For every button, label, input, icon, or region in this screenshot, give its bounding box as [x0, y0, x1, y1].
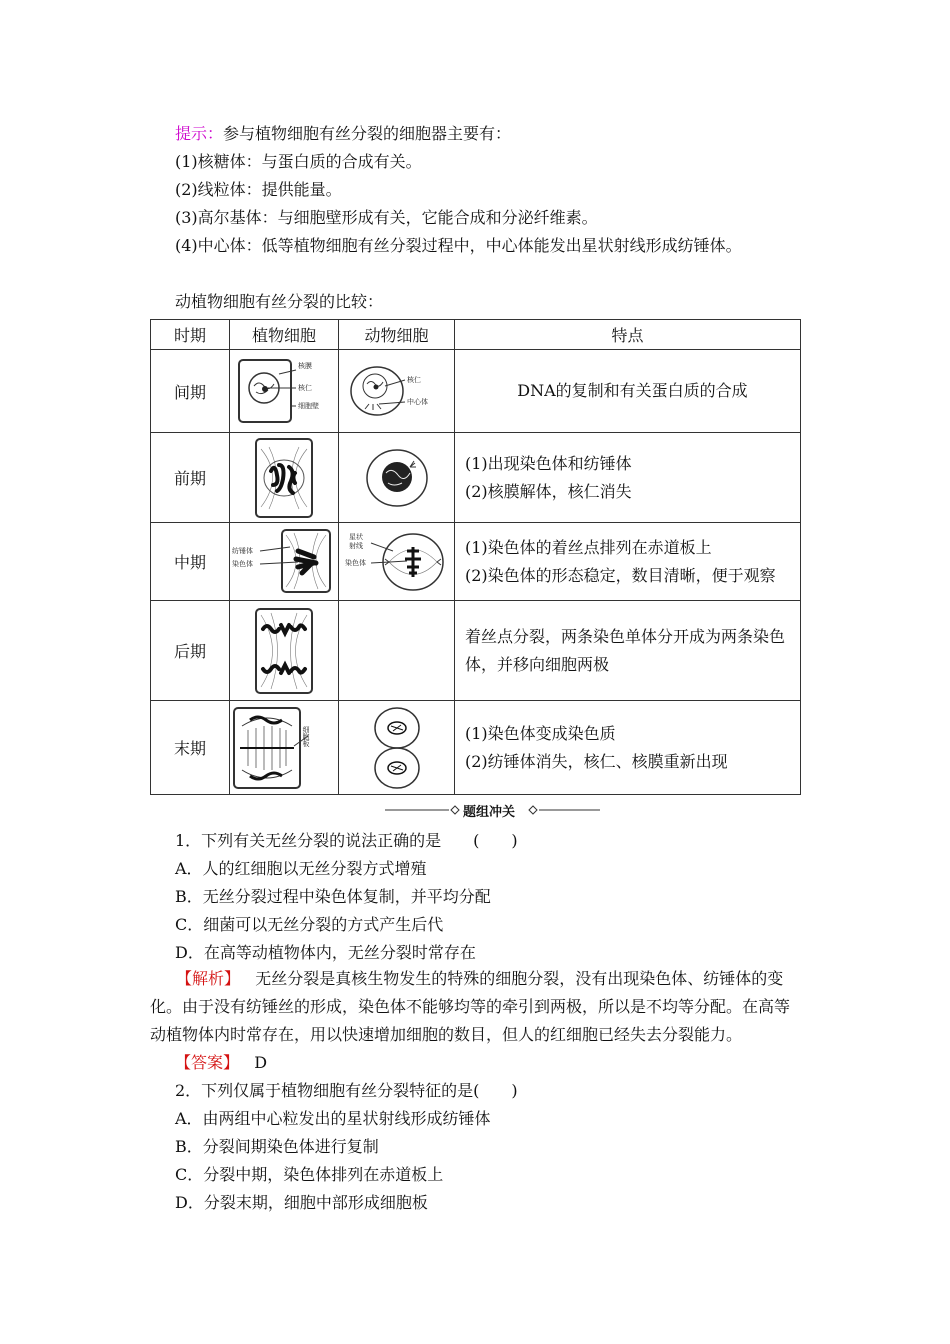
period-cell: 末期	[151, 701, 230, 795]
q1-answer-line	[175, 1053, 267, 1073]
feature-line: (2)纺锤体消失，核仁、核膜重新出现	[465, 751, 728, 771]
feature-line: 着丝点分裂，两条染色单体分开成为两条染色体，并移向细胞两极	[465, 626, 786, 674]
feature-line: (2)核膜解体，核仁消失	[465, 481, 632, 501]
hint-item: (1)核糖体：与蛋白质的合成有关。	[175, 152, 422, 171]
feature-line: (1)染色体的着丝点排列在赤道板上	[465, 537, 712, 557]
q1-option-d: D．在高等动植物体内，无丝分裂时常存在	[175, 943, 476, 962]
section-title: 题组冲关	[463, 805, 516, 820]
animal-interphase-figure	[339, 350, 455, 433]
plant-metaphase-figure	[230, 523, 339, 601]
features-cell	[455, 523, 801, 601]
comparison-table	[150, 319, 801, 795]
hint-item: (3)高尔基体：与细胞壁形成有关，它能合成和分泌纤维素。	[175, 208, 598, 227]
q2-option-d: D．分裂末期，细胞中部形成细胞板	[175, 1193, 428, 1212]
features-cell	[455, 601, 801, 701]
period-cell: 中期	[151, 523, 230, 601]
label-nucleolus-animal: 核仁	[406, 376, 421, 384]
feature-line: (2)染色体的形态稳定，数目清晰，便于观察	[465, 565, 776, 585]
table-row	[151, 523, 801, 601]
label-spindle: 纺锤体	[232, 546, 253, 555]
analysis-text: 无丝分裂是真核生物发生的特殊的细胞分裂，没有出现染色体、纺锤体的变化。由于没有纺锤丝的形成，染色体不能够均等的牵引到两极，所以是不均等分配。在高等动植物体内时常存在，用以快速增加细胞的数目，但人的红细胞已经失去分裂能力。	[150, 969, 791, 1044]
table-header-row	[151, 320, 801, 350]
analysis-label: 【解析】	[176, 969, 241, 988]
feature-line: DNA的复制和有关蛋白质的合成	[517, 381, 748, 400]
answer-label: 【答案】	[175, 1053, 240, 1072]
features-cell	[455, 433, 801, 523]
header-plant: 植物细胞	[230, 320, 339, 350]
hint-item: (2)线粒体：提供能量。	[175, 180, 342, 199]
header-features: 特点	[455, 320, 801, 350]
q1-option-b: B．无丝分裂过程中染色体复制，并平均分配	[175, 887, 491, 906]
hint-intro: 参与植物细胞有丝分裂的细胞器主要有：	[223, 124, 512, 143]
q2-option-b: B．分裂间期染色体进行复制	[175, 1137, 379, 1156]
q2-option-a: A．由两组中心粒发出的星状射线形成纺锤体	[175, 1109, 491, 1128]
table-row	[151, 350, 801, 433]
label-centrosome: 中心体	[406, 398, 428, 406]
section-divider	[385, 800, 600, 820]
features-cell	[455, 350, 801, 433]
label-chromosome-animal: 染色体	[344, 558, 366, 567]
answer-value: D	[254, 1053, 268, 1072]
animal-prophase-figure	[339, 433, 455, 523]
hint-intro-line	[175, 124, 511, 144]
plant-anaphase-figure	[230, 601, 339, 701]
label-cell-wall: 细胞壁	[298, 402, 319, 410]
label-cell-plate: 细胞板	[302, 725, 310, 747]
label-chromosome: 染色体	[232, 559, 253, 568]
plant-telophase-figure	[230, 701, 339, 795]
q2-stem: 2．下列仅属于植物细胞有丝分裂特征的是( )	[175, 1081, 518, 1100]
table-row	[151, 701, 801, 795]
header-period: 时期	[151, 320, 230, 350]
plant-prophase-figure	[230, 433, 339, 523]
q1-analysis	[150, 965, 805, 1049]
hint-item: (4)中心体：低等植物细胞有丝分裂过程中，中心体能发出星状射线形成纺锤体。	[175, 236, 742, 255]
q2-option-c: C．分裂中期，染色体排列在赤道板上	[175, 1165, 444, 1184]
label-rays: 射线	[348, 541, 363, 550]
feature-line: (1)出现染色体和纺锤体	[465, 453, 632, 473]
label-nucleolus: 核仁	[298, 384, 312, 392]
q1-stem: 1．下列有关无丝分裂的说法正确的是 ( )	[175, 831, 518, 850]
animal-telophase-figure	[339, 701, 455, 795]
table-title: 动植物细胞有丝分裂的比较：	[175, 292, 384, 311]
period-cell: 间期	[151, 350, 230, 433]
table-row	[151, 601, 801, 701]
animal-metaphase-figure	[339, 523, 455, 601]
period-cell: 前期	[151, 433, 230, 523]
features-cell	[455, 701, 801, 795]
feature-line: (1)染色体变成染色质	[465, 723, 616, 743]
label-nuclear-membrane: 核膜	[298, 362, 312, 370]
q1-option-c: C．细菌可以无丝分裂的方式产生后代	[175, 915, 444, 934]
q1-option-a: A．人的红细胞以无丝分裂方式增殖	[175, 859, 427, 878]
header-animal: 动物细胞	[339, 320, 455, 350]
animal-anaphase-figure	[339, 601, 455, 701]
table-row	[151, 433, 801, 523]
hint-label: 提示：	[175, 124, 224, 143]
period-cell: 后期	[151, 601, 230, 701]
plant-interphase-figure	[230, 350, 339, 433]
label-aster: 星状	[348, 532, 363, 541]
